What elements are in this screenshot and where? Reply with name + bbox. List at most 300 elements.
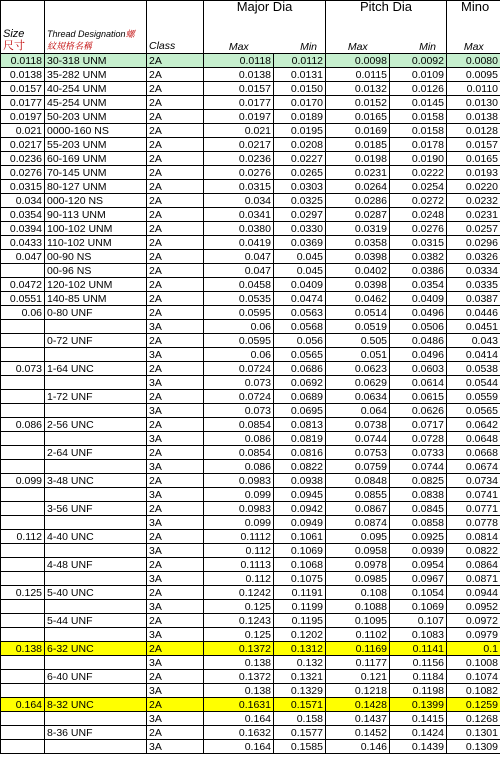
major-min-cell: 0.1577 xyxy=(274,726,326,740)
major-min-cell: 0.1585 xyxy=(274,740,326,754)
pitch-max-header: Max xyxy=(326,38,390,54)
major-min-cell: 0.045 xyxy=(274,250,326,264)
class-cell: 3A xyxy=(147,404,204,418)
pitch-max-cell: 0.0286 xyxy=(326,194,390,208)
thread-cell: 55-203 UNM xyxy=(45,138,147,152)
pitch-max-cell: 0.0874 xyxy=(326,516,390,530)
size-cell xyxy=(1,558,45,572)
class-cell: 2A xyxy=(147,222,204,236)
size-cell: 0.0551 xyxy=(1,292,45,306)
class-cell: 2A xyxy=(147,152,204,166)
minor-max-cell: 0.0668 xyxy=(447,446,500,460)
pitch-max-cell: 0.0287 xyxy=(326,208,390,222)
class-cell: 3A xyxy=(147,628,204,642)
minor-max-cell: 0.1268 xyxy=(447,712,500,726)
pitch-max-cell: 0.146 xyxy=(326,740,390,754)
table-row xyxy=(1,418,500,432)
size-cell xyxy=(1,320,45,334)
class-cell: 2A xyxy=(147,614,204,628)
thread-cell xyxy=(45,740,147,754)
pitch-max-cell: 0.1218 xyxy=(326,684,390,698)
size-cell xyxy=(1,600,45,614)
thread-cell: 0-72 UNF xyxy=(45,334,147,348)
size-cell: 0.0472 xyxy=(1,278,45,292)
minor-max-cell: 0.043 xyxy=(447,334,500,348)
pitch-min-cell: 0.0315 xyxy=(390,236,447,250)
pitch-max-cell: 0.0848 xyxy=(326,474,390,488)
size-cell: 0.06 xyxy=(1,306,45,320)
thread-cell: 8-32 UNC xyxy=(45,698,147,712)
pitch-min-cell: 0.0158 xyxy=(390,124,447,138)
pitch-max-cell: 0.1169 xyxy=(326,642,390,656)
size-cell xyxy=(1,684,45,698)
size-label-cn: 尺寸 xyxy=(3,40,25,52)
pitch-max-cell: 0.0753 xyxy=(326,446,390,460)
major-min-cell: 0.1321 xyxy=(274,670,326,684)
class-cell: 2A xyxy=(147,642,204,656)
size-cell: 0.021 xyxy=(1,124,45,138)
thread-cell xyxy=(45,712,147,726)
minor-max-cell: 0.0446 xyxy=(447,306,500,320)
thread-cell: 8-36 UNF xyxy=(45,726,147,740)
pitch-min-cell: 0.1054 xyxy=(390,586,447,600)
thread-cell: 110-102 UNM xyxy=(45,236,147,250)
size-label: Size xyxy=(3,28,25,40)
size-cell: 0.0197 xyxy=(1,110,45,124)
major-max-cell: 0.086 xyxy=(204,432,274,446)
minor-max-cell: 0.0544 xyxy=(447,376,500,390)
major-max-cell: 0.0276 xyxy=(204,166,274,180)
major-max-cell: 0.021 xyxy=(204,124,274,138)
class-cell: 2A xyxy=(147,586,204,600)
major-max-cell: 0.0419 xyxy=(204,236,274,250)
pitch-max-cell: 0.0152 xyxy=(326,96,390,110)
thread-cell: 6-40 UNF xyxy=(45,670,147,684)
pitch-min-cell: 0.0506 xyxy=(390,320,447,334)
major-min-cell: 0.158 xyxy=(274,712,326,726)
table-row xyxy=(1,502,500,516)
major-min-cell: 0.0686 xyxy=(274,362,326,376)
major-min-cell: 0.0409 xyxy=(274,278,326,292)
major-min-cell: 0.0112 xyxy=(274,54,326,68)
pitch-min-header: Min xyxy=(419,41,436,53)
pitch-max-cell: 0.0759 xyxy=(326,460,390,474)
major-max-cell: 0.138 xyxy=(204,684,274,698)
size-cell: 0.0118 xyxy=(1,54,45,68)
pitch-min-cell: 0.0386 xyxy=(390,264,447,278)
size-cell: 0.0177 xyxy=(1,96,45,110)
minor-max-cell: 0.0979 xyxy=(447,628,500,642)
class-cell: 2A xyxy=(147,194,204,208)
major-max-cell: 0.0854 xyxy=(204,418,274,432)
size-cell: 0.0276 xyxy=(1,166,45,180)
major-max-cell: 0.0983 xyxy=(204,502,274,516)
size-cell: 0.073 xyxy=(1,362,45,376)
pitch-min-cell: 0.0603 xyxy=(390,362,447,376)
table-row xyxy=(1,124,500,138)
table-row xyxy=(1,348,500,362)
major-max-cell: 0.0724 xyxy=(204,362,274,376)
table-row xyxy=(1,180,500,194)
major-max-cell: 0.125 xyxy=(204,600,274,614)
class-cell: 3A xyxy=(147,348,204,362)
major-max-cell: 0.0138 xyxy=(204,68,274,82)
major-max-header: Max xyxy=(204,38,274,54)
major-max-cell: 0.0595 xyxy=(204,334,274,348)
size-cell xyxy=(1,432,45,446)
class-cell: 2A xyxy=(147,82,204,96)
class-cell: 3A xyxy=(147,544,204,558)
size-cell: 0.138 xyxy=(1,642,45,656)
class-cell: 2A xyxy=(147,68,204,82)
major-min-cell: 0.0689 xyxy=(274,390,326,404)
major-max-cell: 0.0535 xyxy=(204,292,274,306)
class-cell: 3A xyxy=(147,740,204,754)
thread-cell: 00-90 NS xyxy=(45,250,147,264)
size-cell: 0.0394 xyxy=(1,222,45,236)
pitch-max-cell: 0.0358 xyxy=(326,236,390,250)
thread-cell xyxy=(45,348,147,362)
table-row xyxy=(1,572,500,586)
pitch-max-cell: 0.121 xyxy=(326,670,390,684)
size-cell: 0.0236 xyxy=(1,152,45,166)
pitch-min-cell: 0.0496 xyxy=(390,306,447,320)
pitch-max-cell: 0.0867 xyxy=(326,502,390,516)
class-cell: 2A xyxy=(147,54,204,68)
major-min-cell: 0.1202 xyxy=(274,628,326,642)
major-min-cell: 0.0189 xyxy=(274,110,326,124)
table-row xyxy=(1,306,500,320)
size-cell xyxy=(1,264,45,278)
major-min-cell: 0.0474 xyxy=(274,292,326,306)
major-min-cell: 0.0369 xyxy=(274,236,326,250)
thread-cell: 0-80 UNF xyxy=(45,306,147,320)
pitch-max-cell: 0.0634 xyxy=(326,390,390,404)
class-cell: 2A xyxy=(147,96,204,110)
major-min-cell: 0.0692 xyxy=(274,376,326,390)
major-max-cell: 0.06 xyxy=(204,320,274,334)
size-cell xyxy=(1,628,45,642)
thread-cell: 50-203 UNM xyxy=(45,110,147,124)
pitch-max-cell: 0.0231 xyxy=(326,166,390,180)
minor-max-cell: 0.0232 xyxy=(447,194,500,208)
thread-cell xyxy=(45,516,147,530)
minor-max-cell: 0.1074 xyxy=(447,670,500,684)
class-cell: 2A xyxy=(147,236,204,250)
minor-max-cell: 0.1301 xyxy=(447,726,500,740)
major-min-cell: 0.0195 xyxy=(274,124,326,138)
minor-max-cell: 0.0257 xyxy=(447,222,500,236)
major-min-cell: 0.0822 xyxy=(274,460,326,474)
major-min-cell: 0.0227 xyxy=(274,152,326,166)
pitch-min-cell: 0.107 xyxy=(390,614,447,628)
major-min-cell: 0.0565 xyxy=(274,348,326,362)
major-dia-header: Major Dia xyxy=(204,1,326,25)
major-min-cell: 0.0938 xyxy=(274,474,326,488)
major-max-cell: 0.0595 xyxy=(204,306,274,320)
table-row xyxy=(1,264,500,278)
pitch-min-cell: 0.0178 xyxy=(390,138,447,152)
class-cell: 2A xyxy=(147,558,204,572)
major-max-cell: 0.1632 xyxy=(204,726,274,740)
pitch-max-cell: 0.0402 xyxy=(326,264,390,278)
pitch-min-cell: 0.1083 xyxy=(390,628,447,642)
major-min-cell: 0.0330 xyxy=(274,222,326,236)
major-min-cell: 0.1312 xyxy=(274,642,326,656)
size-cell: 0.125 xyxy=(1,586,45,600)
minor-max-cell: 0.0871 xyxy=(447,572,500,586)
pitch-max-cell: 0.0115 xyxy=(326,68,390,82)
class-cell: 3A xyxy=(147,600,204,614)
major-max-cell: 0.1242 xyxy=(204,586,274,600)
major-max-cell: 0.0315 xyxy=(204,180,274,194)
thread-cell xyxy=(45,376,147,390)
major-min-cell: 0.0949 xyxy=(274,516,326,530)
table-row xyxy=(1,82,500,96)
class-cell: 2A xyxy=(147,110,204,124)
thread-cell: 5-44 UNF xyxy=(45,614,147,628)
major-max-cell: 0.073 xyxy=(204,404,274,418)
thread-cell: 2-64 UNF xyxy=(45,446,147,460)
pitch-max-cell: 0.1095 xyxy=(326,614,390,628)
table-row xyxy=(1,68,500,82)
major-min-cell: 0.0813 xyxy=(274,418,326,432)
major-max-cell: 0.099 xyxy=(204,488,274,502)
major-min-cell: 0.132 xyxy=(274,656,326,670)
thread-cell xyxy=(45,404,147,418)
table-row xyxy=(1,614,500,628)
pitch-min-cell: 0.0614 xyxy=(390,376,447,390)
thread-label-cn-red: 螺 xyxy=(125,29,135,39)
pitch-max-cell: 0.1428 xyxy=(326,698,390,712)
table-row xyxy=(1,642,500,656)
table-row xyxy=(1,446,500,460)
major-min-cell: 0.0563 xyxy=(274,306,326,320)
pitch-max-cell: 0.1452 xyxy=(326,726,390,740)
thread-cell xyxy=(45,544,147,558)
pitch-max-cell: 0.108 xyxy=(326,586,390,600)
size-cell: 0.0138 xyxy=(1,68,45,82)
size-cell: 0.0157 xyxy=(1,82,45,96)
thread-label-cn: 紋規格名稱 xyxy=(47,41,93,51)
size-cell: 0.099 xyxy=(1,474,45,488)
major-min-cell: 0.1329 xyxy=(274,684,326,698)
minor-max-cell: 0.0095 xyxy=(447,68,500,82)
size-cell xyxy=(1,376,45,390)
class-cell: 3A xyxy=(147,432,204,446)
class-cell: 3A xyxy=(147,460,204,474)
major-min-header: Min xyxy=(300,41,317,53)
pitch-min-cell: 0.0382 xyxy=(390,250,447,264)
header-row-1 xyxy=(1,1,500,25)
class-cell: 2A xyxy=(147,418,204,432)
pitch-min-cell: 0.1415 xyxy=(390,712,447,726)
thread-cell: 90-113 UNM xyxy=(45,208,147,222)
pitch-max-cell: 0.1177 xyxy=(326,656,390,670)
pitch-min-cell: 0.1141 xyxy=(390,642,447,656)
class-cell: 2A xyxy=(147,264,204,278)
thread-cell xyxy=(45,628,147,642)
class-cell: 2A xyxy=(147,278,204,292)
pitch-min-cell: 0.1399 xyxy=(390,698,447,712)
table-row xyxy=(1,656,500,670)
table-row xyxy=(1,54,500,68)
major-min-cell: 0.0170 xyxy=(274,96,326,110)
table-row xyxy=(1,152,500,166)
thread-cell: 70-145 UNM xyxy=(45,166,147,180)
pitch-min-cell: 0.0858 xyxy=(390,516,447,530)
class-cell: 2A xyxy=(147,390,204,404)
thread-cell: 45-254 UNM xyxy=(45,96,147,110)
major-min-cell: 0.0819 xyxy=(274,432,326,446)
major-min-cell: 0.0325 xyxy=(274,194,326,208)
major-max-cell: 0.164 xyxy=(204,740,274,754)
major-max-cell: 0.164 xyxy=(204,712,274,726)
pitch-min-cell: 0.0925 xyxy=(390,530,447,544)
minor-max-cell: 0.0326 xyxy=(447,250,500,264)
pitch-min-cell: 0.0145 xyxy=(390,96,447,110)
pitch-min-cell: 0.0248 xyxy=(390,208,447,222)
major-max-cell: 0.0380 xyxy=(204,222,274,236)
table-row xyxy=(1,250,500,264)
thread-cell xyxy=(45,320,147,334)
size-cell: 0.034 xyxy=(1,194,45,208)
table-row xyxy=(1,320,500,334)
size-cell xyxy=(1,488,45,502)
minor-max-cell: 0.0822 xyxy=(447,544,500,558)
pitch-min-cell: 0.0967 xyxy=(390,572,447,586)
table-row xyxy=(1,740,500,754)
minor-max-cell: 0.0220 xyxy=(447,180,500,194)
table-row xyxy=(1,558,500,572)
pitch-min-cell: 0.0845 xyxy=(390,502,447,516)
size-cell xyxy=(1,446,45,460)
pitch-max-cell: 0.0738 xyxy=(326,418,390,432)
major-max-cell: 0.125 xyxy=(204,628,274,642)
thread-cell: 00-96 NS xyxy=(45,264,147,278)
class-header: Class xyxy=(147,1,204,54)
major-max-cell: 0.06 xyxy=(204,348,274,362)
table-row xyxy=(1,586,500,600)
table-row xyxy=(1,698,500,712)
pitch-max-cell: 0.0978 xyxy=(326,558,390,572)
pitch-min-cell: 0.0496 xyxy=(390,348,447,362)
major-min-cell: 0.045 xyxy=(274,264,326,278)
thread-cell xyxy=(45,572,147,586)
pitch-min-cell: 0.1156 xyxy=(390,656,447,670)
minor-max-cell: 0.0451 xyxy=(447,320,500,334)
thread-cell: 100-102 UNM xyxy=(45,222,147,236)
thread-cell xyxy=(45,656,147,670)
pitch-max-cell: 0.0132 xyxy=(326,82,390,96)
minor-max-cell: 0.1 xyxy=(447,642,500,656)
size-cell xyxy=(1,502,45,516)
pitch-max-cell: 0.0623 xyxy=(326,362,390,376)
class-cell: 2A xyxy=(147,166,204,180)
table-row xyxy=(1,726,500,740)
major-min-cell: 0.0942 xyxy=(274,502,326,516)
size-cell xyxy=(1,544,45,558)
pitch-dia-header: Pitch Dia xyxy=(326,1,447,25)
class-cell: 2A xyxy=(147,726,204,740)
major-max-cell: 0.099 xyxy=(204,516,274,530)
pitch-max-cell: 0.0744 xyxy=(326,432,390,446)
class-cell: 3A xyxy=(147,516,204,530)
class-cell: 2A xyxy=(147,474,204,488)
minor-max-cell: 0.1309 xyxy=(447,740,500,754)
major-min-cell: 0.1195 xyxy=(274,614,326,628)
minor-max-cell: 0.0814 xyxy=(447,530,500,544)
pitch-max-cell: 0.0165 xyxy=(326,110,390,124)
table-row xyxy=(1,404,500,418)
table-row xyxy=(1,474,500,488)
pitch-min-cell: 0.0838 xyxy=(390,488,447,502)
thread-cell: 1-64 UNC xyxy=(45,362,147,376)
table-row xyxy=(1,362,500,376)
major-min-cell: 0.1068 xyxy=(274,558,326,572)
major-max-cell: 0.0341 xyxy=(204,208,274,222)
pitch-min-cell: 0.0825 xyxy=(390,474,447,488)
minor-max-cell: 0.0778 xyxy=(447,516,500,530)
pitch-min-cell: 0.0626 xyxy=(390,404,447,418)
table-row xyxy=(1,194,500,208)
minor-max-cell: 0.0130 xyxy=(447,96,500,110)
class-cell: 3A xyxy=(147,488,204,502)
pitch-max-cell: 0.0855 xyxy=(326,488,390,502)
pitch-max-cell: 0.095 xyxy=(326,530,390,544)
pitch-max-cell: 0.0264 xyxy=(326,180,390,194)
pitch-max-cell: 0.505 xyxy=(326,334,390,348)
pitch-min-cell: 0.0276 xyxy=(390,222,447,236)
table-row xyxy=(1,390,500,404)
minor-max-cell: 0.0944 xyxy=(447,586,500,600)
major-max-cell: 0.112 xyxy=(204,544,274,558)
major-max-cell: 0.0177 xyxy=(204,96,274,110)
minor-max-cell: 0.1259 xyxy=(447,698,500,712)
pitch-min-cell: 0.0158 xyxy=(390,110,447,124)
major-max-cell: 0.0217 xyxy=(204,138,274,152)
major-min-cell: 0.0208 xyxy=(274,138,326,152)
major-max-cell: 0.034 xyxy=(204,194,274,208)
minor-max-cell: 0.0559 xyxy=(447,390,500,404)
minor-max-cell: 0.0165 xyxy=(447,152,500,166)
pitch-min-cell: 0.0190 xyxy=(390,152,447,166)
class-cell: 2A xyxy=(147,362,204,376)
pitch-min-cell: 0.0486 xyxy=(390,334,447,348)
table-row xyxy=(1,110,500,124)
pitch-max-cell: 0.064 xyxy=(326,404,390,418)
major-min-cell: 0.1571 xyxy=(274,698,326,712)
pitch-max-cell: 0.1102 xyxy=(326,628,390,642)
thread-cell: 120-102 UNM xyxy=(45,278,147,292)
pitch-min-cell: 0.0409 xyxy=(390,292,447,306)
minor-max-cell: 0.0864 xyxy=(447,558,500,572)
thread-cell xyxy=(45,600,147,614)
table-row xyxy=(1,376,500,390)
minor-max-header: Max xyxy=(447,38,500,54)
major-max-cell: 0.0724 xyxy=(204,390,274,404)
pitch-min-cell: 0.0939 xyxy=(390,544,447,558)
major-max-cell: 0.0157 xyxy=(204,82,274,96)
thread-cell: 2-56 UNC xyxy=(45,418,147,432)
thread-cell: 80-127 UNM xyxy=(45,180,147,194)
thread-cell: 140-85 UNM xyxy=(45,292,147,306)
pitch-max-cell: 0.0462 xyxy=(326,292,390,306)
pitch-min-cell: 0.0954 xyxy=(390,558,447,572)
thread-label: Thread Designation xyxy=(47,29,126,39)
minor-max-cell: 0.0674 xyxy=(447,460,500,474)
minor-max-cell: 0.0734 xyxy=(447,474,500,488)
